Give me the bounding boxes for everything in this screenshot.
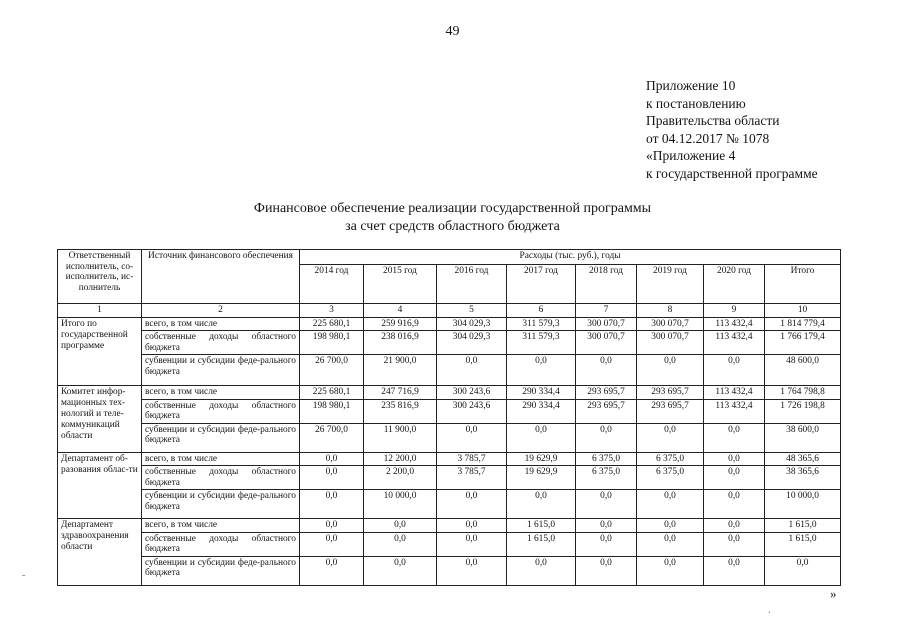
value-cell: 290 334,4: [507, 399, 576, 423]
source-cell: всего, в том числе: [142, 317, 300, 331]
appendix-line: к постановлению: [646, 95, 746, 111]
table-row: [58, 556, 841, 585]
source-cell: всего, в том числе: [142, 519, 300, 533]
table-row: [58, 399, 841, 423]
value-cell: 300 243,6: [437, 386, 507, 400]
value-cell: 247 716,9: [364, 386, 437, 400]
value-cell: 293 695,7: [637, 399, 704, 423]
table-row: [58, 466, 841, 490]
value-cell: 38 600,0: [765, 423, 841, 452]
column-index-cell: 6: [507, 304, 576, 318]
column-index-cell: 2: [142, 304, 300, 318]
value-cell: 1 615,0: [765, 532, 841, 556]
column-index-cell: 8: [637, 304, 704, 318]
title-line-2: за счет средств областного бюджета: [345, 219, 560, 234]
column-index-cell: 9: [704, 304, 765, 318]
value-cell: 259 916,9: [364, 317, 437, 331]
executor-cell: Комитет инфор-мационных тех-нологий и теле-коммуникаций области: [58, 386, 142, 453]
table-row: [58, 355, 841, 386]
value-cell: 1 615,0: [507, 532, 576, 556]
value-cell: 198 980,1: [300, 331, 364, 355]
value-cell: 0,0: [300, 556, 364, 585]
appendix-line: к государственной программе: [646, 165, 818, 181]
source-cell: собственные доходы областного бюджета: [142, 466, 300, 490]
table-row: [58, 331, 841, 355]
value-cell: 0,0: [704, 519, 765, 533]
value-cell: 0,0: [637, 532, 704, 556]
header-year-2: 2016 год: [437, 265, 507, 304]
value-cell: 225 680,1: [300, 386, 364, 400]
value-cell: 235 816,9: [364, 399, 437, 423]
value-cell: 0,0: [704, 466, 765, 490]
value-cell: 0,0: [300, 532, 364, 556]
value-cell: 0,0: [576, 556, 637, 585]
value-cell: 6 375,0: [637, 466, 704, 490]
value-cell: 1 766 179,4: [765, 331, 841, 355]
value-cell: 6 375,0: [576, 466, 637, 490]
value-cell: 26 700,0: [300, 355, 364, 386]
table-row: [58, 452, 841, 466]
value-cell: 0,0: [637, 519, 704, 533]
value-cell: 0,0: [704, 532, 765, 556]
value-cell: 113 432,4: [704, 386, 765, 400]
header-source: Источник финансового обеспечения: [142, 250, 300, 304]
value-cell: 1 764 798,8: [765, 386, 841, 400]
source-cell: субвенции и субсидии феде-рального бюджета: [142, 490, 300, 519]
appendix-line: Приложение 10: [646, 78, 736, 93]
value-cell: 0,0: [300, 490, 364, 519]
financing-table: [57, 249, 841, 586]
value-cell: 11 900,0: [364, 423, 437, 452]
source-cell: субвенции и субсидии феде-рального бюджета: [142, 556, 300, 585]
value-cell: 0,0: [576, 355, 637, 386]
table-row: [58, 490, 841, 519]
value-cell: 304 029,3: [437, 331, 507, 355]
value-cell: 1 615,0: [765, 519, 841, 533]
value-cell: 0,0: [704, 490, 765, 519]
value-cell: 238 016,9: [364, 331, 437, 355]
header-year-6: 2020 год: [704, 265, 765, 304]
page-number: 49: [445, 24, 460, 39]
value-cell: 12 200,0: [364, 452, 437, 466]
executor-cell: Департамент об-разования облас-ти: [58, 452, 142, 519]
value-cell: 2 200,0: [364, 466, 437, 490]
executor-cell: Итого по государственной программе: [58, 317, 142, 386]
value-cell: 290 334,4: [507, 386, 576, 400]
value-cell: 0,0: [576, 490, 637, 519]
source-cell: субвенции и субсидии феде-рального бюджета: [142, 355, 300, 386]
scan-mark: .: [768, 605, 771, 616]
appendix-line: «Приложение 4: [646, 148, 736, 163]
value-cell: 1 726 198,8: [765, 399, 841, 423]
value-cell: 0,0: [637, 490, 704, 519]
source-cell: всего, в том числе: [142, 452, 300, 466]
value-cell: 0,0: [576, 519, 637, 533]
value-cell: 293 695,7: [576, 386, 637, 400]
value-cell: 0,0: [637, 556, 704, 585]
value-cell: 113 432,4: [704, 399, 765, 423]
header-year-0: 2014 год: [300, 265, 364, 304]
column-index-cell: 7: [576, 304, 637, 318]
scan-mark: ‐: [22, 570, 26, 581]
source-cell: собственные доходы областного бюджета: [142, 532, 300, 556]
header-year-5: 2019 год: [637, 265, 704, 304]
header-year-4: 2018 год: [576, 265, 637, 304]
value-cell: 6 375,0: [637, 452, 704, 466]
value-cell: 0,0: [364, 532, 437, 556]
value-cell: 0,0: [437, 355, 507, 386]
value-cell: 10 000,0: [364, 490, 437, 519]
value-cell: 0,0: [637, 423, 704, 452]
value-cell: 0,0: [704, 423, 765, 452]
value-cell: 304 029,3: [437, 317, 507, 331]
value-cell: 198 980,1: [300, 399, 364, 423]
value-cell: 0,0: [507, 490, 576, 519]
appendix-line: Правительства области: [646, 113, 780, 128]
value-cell: 0,0: [507, 423, 576, 452]
value-cell: 293 695,7: [576, 399, 637, 423]
header-expenses: Расходы (тыс. руб.), годы: [300, 250, 841, 265]
column-index-cell: 10: [765, 304, 841, 318]
value-cell: 300 070,7: [637, 331, 704, 355]
value-cell: 0,0: [364, 556, 437, 585]
value-cell: 0,0: [364, 519, 437, 533]
value-cell: 113 432,4: [704, 317, 765, 331]
table-row: [58, 423, 841, 452]
value-cell: 300 070,7: [576, 317, 637, 331]
value-cell: 0,0: [437, 423, 507, 452]
value-cell: 0,0: [300, 452, 364, 466]
column-index-cell: 3: [300, 304, 364, 318]
value-cell: 19 629,9: [507, 452, 576, 466]
source-cell: субвенции и субсидии феде-рального бюджета: [142, 423, 300, 452]
value-cell: 0,0: [704, 452, 765, 466]
value-cell: 0,0: [637, 355, 704, 386]
value-cell: 311 579,3: [507, 317, 576, 331]
value-cell: 0,0: [576, 532, 637, 556]
value-cell: 19 629,9: [507, 466, 576, 490]
value-cell: 0,0: [507, 556, 576, 585]
document-title: [0, 200, 905, 236]
value-cell: 300 070,7: [576, 331, 637, 355]
value-cell: 38 365,6: [765, 466, 841, 490]
value-cell: 21 900,0: [364, 355, 437, 386]
table-row: [58, 386, 841, 400]
value-cell: 293 695,7: [637, 386, 704, 400]
table-row: [58, 532, 841, 556]
value-cell: 0,0: [300, 466, 364, 490]
value-cell: 300 070,7: [637, 317, 704, 331]
table-row: [58, 317, 841, 331]
value-cell: 0,0: [437, 519, 507, 533]
value-cell: 48 365,6: [765, 452, 841, 466]
value-cell: 3 785,7: [437, 466, 507, 490]
value-cell: 1 814 779,4: [765, 317, 841, 331]
value-cell: 10 000,0: [765, 490, 841, 519]
value-cell: 0,0: [576, 423, 637, 452]
value-cell: 311 579,3: [507, 331, 576, 355]
value-cell: 0,0: [704, 556, 765, 585]
appendix-line: от 04.12.2017 № 1078: [646, 130, 770, 146]
header-executor: Ответственный исполнитель, со-исполнитель, ис-полнитель: [58, 250, 142, 304]
header-row: [58, 250, 841, 265]
value-cell: 6 375,0: [576, 452, 637, 466]
source-cell: собственные доходы областного бюджета: [142, 331, 300, 355]
header-year-3: 2017 год: [507, 265, 576, 304]
value-cell: 0,0: [765, 556, 841, 585]
source-cell: собственные доходы областного бюджета: [142, 399, 300, 423]
table-row: [58, 519, 841, 533]
value-cell: 113 432,4: [704, 331, 765, 355]
value-cell: 0,0: [704, 355, 765, 386]
value-cell: 300 243,6: [437, 399, 507, 423]
value-cell: 0,0: [437, 532, 507, 556]
value-cell: 0,0: [300, 519, 364, 533]
value-cell: 1 615,0: [507, 519, 576, 533]
executor-cell: Департамент здравоохранения области: [58, 519, 142, 586]
title-line-1: Финансовое обеспечение реализации государственной программы: [253, 201, 652, 216]
appendix-block: [646, 77, 818, 182]
closing-quote: »: [830, 586, 837, 601]
source-cell: всего, в том числе: [142, 386, 300, 400]
value-cell: 0,0: [437, 490, 507, 519]
column-index-cell: 5: [437, 304, 507, 318]
header-year-1: 2015 год: [364, 265, 437, 304]
value-cell: 0,0: [507, 355, 576, 386]
column-index-cell: 4: [364, 304, 437, 318]
header-year-7: Итого: [765, 265, 841, 304]
column-index-cell: 1: [58, 304, 142, 318]
value-cell: 0,0: [437, 556, 507, 585]
column-index-row: [58, 304, 841, 318]
value-cell: 225 680,1: [300, 317, 364, 331]
value-cell: 3 785,7: [437, 452, 507, 466]
value-cell: 48 600,0: [765, 355, 841, 386]
value-cell: 26 700,0: [300, 423, 364, 452]
